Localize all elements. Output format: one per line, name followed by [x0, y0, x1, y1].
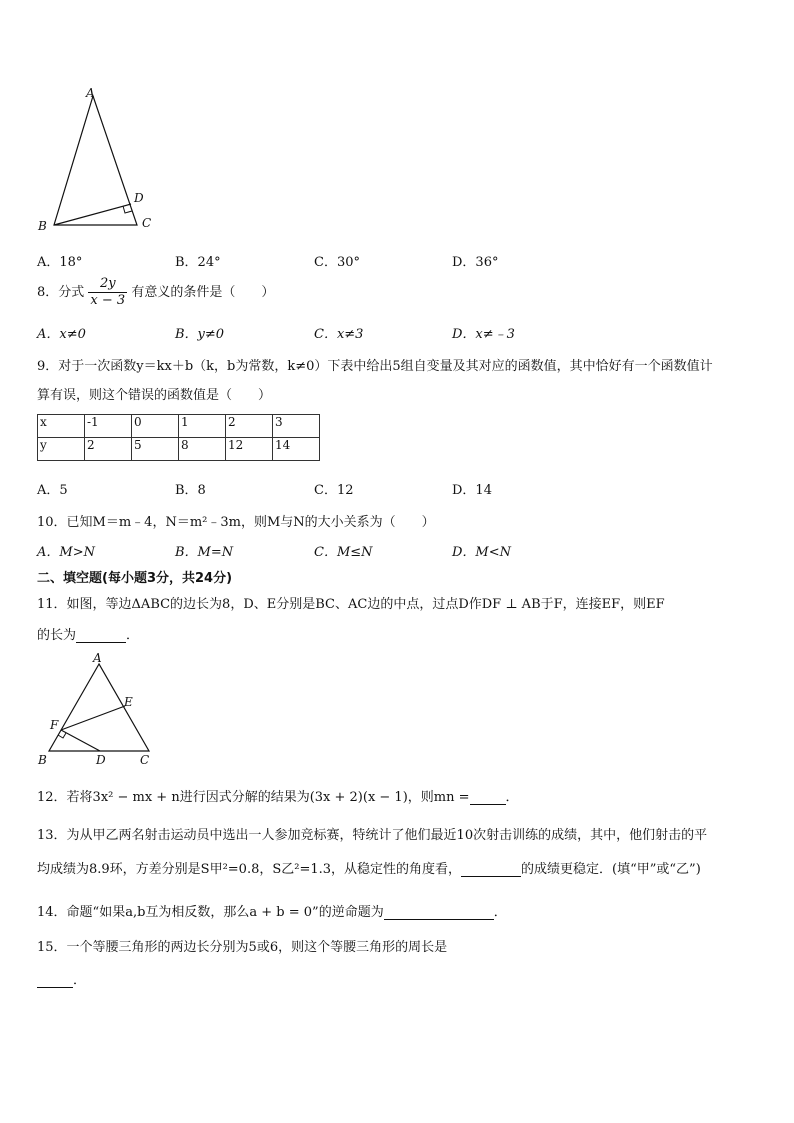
- table-row: [38, 438, 320, 461]
- q14-stem: [37, 901, 507, 920]
- label-c: C: [142, 216, 152, 230]
- table-row: [38, 415, 320, 438]
- q7-option-b[interactable]: B．24°: [175, 255, 221, 270]
- table-cell: 5: [132, 438, 179, 461]
- q10-option-b[interactable]: B．M=N: [175, 545, 234, 560]
- q13-stem-line2-post: 的成绩更稳定．(填“甲”或“乙”): [521, 862, 701, 877]
- q11-answer-blank[interactable]: [76, 628, 126, 643]
- q12-answer-blank[interactable]: [470, 790, 506, 805]
- q9-stem-line2: 算有误，则这个错误的函数值是（ ）: [37, 388, 272, 403]
- q9-option-d[interactable]: D．14: [452, 483, 492, 498]
- label-f: F: [50, 718, 59, 732]
- q8-option-b[interactable]: B．y≠0: [175, 327, 225, 342]
- q7-option-a[interactable]: A．18°: [37, 255, 83, 270]
- q9-value-table: [37, 414, 320, 461]
- q10-option-a[interactable]: A．M>N: [37, 545, 95, 560]
- table-cell: 2: [226, 415, 273, 438]
- q12-stem: [37, 786, 519, 805]
- q11-stem-line2-end: ．: [126, 628, 140, 643]
- section-heading-fill-in: 二、填空题(每小题3分，共24分): [37, 571, 233, 586]
- q13-answer-blank[interactable]: [461, 862, 521, 877]
- q8-stem: [37, 276, 274, 309]
- q8-stem-pre: 8．分式: [37, 285, 85, 300]
- q14-answer-blank[interactable]: [384, 905, 494, 920]
- table-cell: y: [38, 438, 85, 461]
- q15-answer-blank[interactable]: [37, 973, 73, 988]
- q11-stem-line1: 11．如图，等边ΔABC的边长为8，D、E分别是BC、AC边的中点，过点D作DF ⊥ AB于F，连接EF，则EF: [37, 597, 665, 612]
- label-d: D: [96, 753, 106, 767]
- q11-triangle-figure: [32, 648, 162, 768]
- table-cell: 1: [179, 415, 226, 438]
- table-cell: -1: [85, 415, 132, 438]
- q12-stem-end: ．: [505, 790, 519, 805]
- q7-triangle-figure: [30, 80, 160, 240]
- label-d: D: [134, 191, 144, 205]
- q8-option-a[interactable]: A．x≠0: [37, 327, 86, 342]
- q7-option-d[interactable]: D．36°: [452, 255, 499, 270]
- triangle-abc: [49, 664, 149, 751]
- q9-option-b[interactable]: B．8: [175, 483, 206, 498]
- label-b: B: [38, 753, 47, 767]
- table-cell: 14: [273, 438, 320, 461]
- q8-option-c[interactable]: C．x≠3: [314, 327, 364, 342]
- label-c: C: [140, 753, 150, 767]
- q14-stem-text: 14．命题“如果a,b互为相反数，那么a + b = 0”的逆命题为: [37, 905, 384, 920]
- segment-fe: [61, 706, 125, 730]
- q9-option-a[interactable]: A．5: [37, 483, 68, 498]
- q13-stem-line2-pre: 均成绩为8.9环，方差分别是S甲²=0.8，S乙²=1.3，从稳定性的角度看，: [37, 862, 462, 877]
- q10-option-d[interactable]: D．M<N: [452, 545, 512, 560]
- q15-stem-end: ．: [73, 973, 87, 988]
- label-e: E: [124, 695, 133, 709]
- table-cell: 3: [273, 415, 320, 438]
- q11-stem-line2-text: 的长为: [37, 628, 77, 643]
- table-cell: 0: [132, 415, 179, 438]
- q8-fraction-numerator: 2y: [88, 276, 127, 293]
- q9-option-c[interactable]: C．12: [314, 483, 354, 498]
- table-cell: 12: [226, 438, 273, 461]
- q13-stem-line1: 13．为从甲乙两名射击运动员中选出一人参加竞标赛，特统计了他们最近10次射击训练的成绩，其中，他们射击的平: [37, 828, 708, 843]
- q7-option-c[interactable]: C．30°: [314, 255, 360, 270]
- table-cell: 2: [85, 438, 132, 461]
- label-a: A: [93, 651, 102, 665]
- q10-stem: 10．已知M＝m﹣4，N＝m²﹣3m，则M与N的大小关系为（ ）: [37, 515, 435, 530]
- q9-stem-line1: 9．对于一次函数y＝kx＋b（k，b为常数，k≠0）下表中给出5组自变量及其对应的函数值，其中恰好有一个函数值计: [37, 359, 713, 374]
- q8-fraction-denominator: x − 3: [90, 293, 126, 308]
- segment-fd: [61, 730, 100, 751]
- q10-option-c[interactable]: C．M≤N: [314, 545, 373, 560]
- q12-stem-text: 12．若将3x² − mx + n进行因式分解的结果为(3x + 2)(x − 1)，则mn =: [37, 790, 470, 805]
- q11-stem-line2: [37, 624, 139, 643]
- q15-stem-line1: 15．一个等腰三角形的两边长分别为5或6，则这个等腰三角形的周长是: [37, 940, 448, 955]
- label-a: A: [86, 86, 95, 100]
- segment-bd: [54, 204, 131, 225]
- q14-stem-end: ．: [493, 905, 507, 920]
- table-cell: 8: [179, 438, 226, 461]
- q15-stem-line2: [37, 969, 86, 988]
- q8-fraction: [88, 276, 127, 309]
- table-cell: x: [38, 415, 85, 438]
- q13-stem-line2: [37, 858, 701, 877]
- label-b: B: [38, 219, 47, 233]
- q8-stem-post: 有意义的条件是（ ）: [131, 285, 275, 300]
- q8-option-d[interactable]: D．x≠﹣3: [452, 327, 515, 342]
